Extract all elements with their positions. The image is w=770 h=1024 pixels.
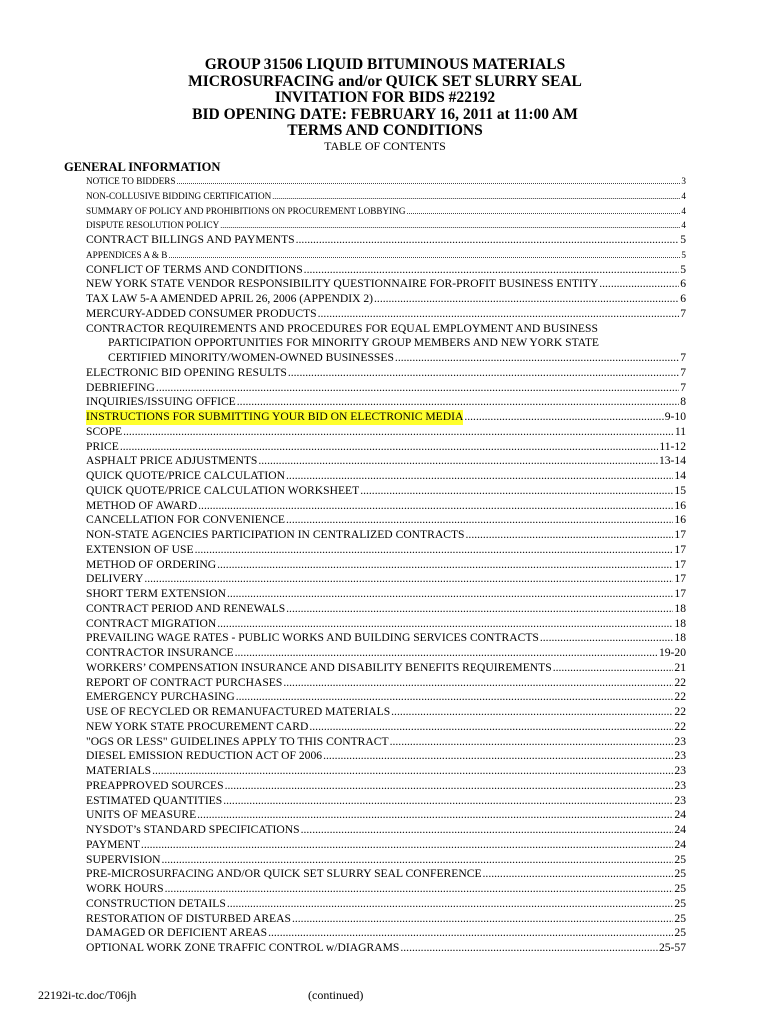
toc-entry-title: SUMMARY OF POLICY AND PROHIBITIONS ON PROCUREMENT LOBBYING — [86, 205, 406, 216]
toc-entry-page: 25 — [674, 896, 686, 910]
toc-leader — [304, 263, 680, 278]
toc-entry-title: REPORT OF CONTRACT PURCHASES — [86, 675, 283, 689]
toc-leader — [286, 602, 673, 617]
toc-entry-title: NYSDOT’s STANDARD SPECIFICATIONS — [86, 823, 300, 836]
toc-entry-title: ELECTRONIC BID OPENING RESULTS — [86, 365, 287, 379]
document-title — [0, 57, 770, 140]
toc-entry-page: 25 — [674, 911, 686, 925]
toc-entry[interactable] — [86, 897, 686, 912]
toc-entry[interactable] — [86, 764, 686, 779]
toc-entry-page: 22 — [674, 705, 686, 718]
toc-entry[interactable] — [86, 484, 686, 499]
toc-entry-title: SHORT TERM EXTENSION — [86, 587, 226, 600]
toc-entry[interactable] — [86, 735, 686, 750]
toc-leader — [197, 808, 673, 823]
toc-leader — [198, 499, 673, 514]
toc-entry-page: 22 — [674, 690, 686, 704]
toc-entry[interactable] — [86, 543, 686, 558]
toc-entry-page: 16 — [674, 498, 686, 512]
toc-entry[interactable] — [86, 779, 686, 794]
toc-entry[interactable] — [86, 838, 686, 853]
toc-leader — [374, 292, 679, 307]
toc-entry[interactable] — [86, 248, 686, 263]
toc-leader — [123, 425, 674, 440]
toc-entry-title: WORKERS’ COMPENSATION INSURANCE AND DISABILITY BENEFITS REQUIREMENTS — [86, 660, 552, 674]
toc-leader — [237, 395, 679, 410]
toc-entry-title: DELIVERY — [86, 572, 144, 586]
toc-entry-page: 17 — [674, 587, 686, 600]
title-line-4: BID OPENING DATE: FEBRUARY 16, 2011 at 11:00 AM — [192, 105, 578, 123]
toc-entry-title: NEW YORK STATE VENDOR RESPONSIBILITY QUESTIONNAIRE FOR-PROFIT BUSINESS ENTITY — [86, 277, 599, 291]
toc-entry[interactable] — [86, 307, 686, 322]
toc-entry[interactable] — [86, 602, 686, 617]
toc-entry-page: 25 — [674, 926, 686, 940]
toc-entry-page: 19-20 — [658, 646, 686, 659]
toc-entry[interactable] — [86, 381, 686, 396]
toc-entry[interactable] — [86, 926, 686, 941]
toc-entry[interactable] — [86, 631, 686, 646]
toc-entry-title: PREVAILING WAGE RATES - PUBLIC WORKS AND BUILDING SERVICES CONTRACTS — [86, 631, 539, 645]
toc-entry-page: 7 — [680, 306, 686, 320]
toc-leader — [292, 912, 673, 927]
toc-entry[interactable] — [86, 440, 686, 455]
toc-entry[interactable] — [86, 410, 686, 425]
toc-entry[interactable] — [86, 558, 686, 573]
toc-leader — [120, 440, 659, 455]
toc-entry-page: 3 — [681, 176, 686, 186]
toc-entry[interactable] — [86, 277, 686, 292]
toc-entry[interactable] — [86, 189, 686, 204]
title-line-3: INVITATION FOR BIDS #22192 — [274, 89, 496, 106]
toc-entry-page: 21 — [674, 660, 686, 674]
toc-leader — [272, 189, 680, 204]
toc-leader — [217, 558, 673, 573]
toc-leader — [223, 794, 673, 809]
toc-entry[interactable] — [86, 912, 686, 927]
toc-entry[interactable] — [86, 499, 686, 514]
toc-leader — [225, 779, 674, 794]
toc-entry[interactable] — [86, 528, 686, 543]
toc-entry-page: 13-14 — [658, 454, 686, 468]
toc-leader — [390, 735, 674, 750]
toc-entry-title: CONTRACTOR INSURANCE — [86, 646, 234, 659]
title-line-1: GROUP 31506 LIQUID BITUMINOUS MATERIALS — [204, 56, 566, 73]
toc-entry-page: 5 — [680, 262, 686, 276]
toc-entry-title: DISPUTE RESOLUTION POLICY — [86, 220, 220, 231]
toc-leader — [553, 661, 674, 676]
toc-entry[interactable] — [86, 425, 686, 440]
toc-entry-page: 4 — [681, 190, 686, 201]
toc-entry-page: 17 — [674, 572, 686, 586]
toc-entry-title: MATERIALS — [86, 764, 152, 777]
toc-leader — [144, 572, 673, 587]
toc-entry[interactable] — [86, 690, 686, 705]
toc-entry[interactable] — [86, 720, 686, 735]
toc-entry[interactable] — [86, 572, 686, 587]
toc-entry-title: METHOD OF ORDERING — [86, 557, 217, 571]
toc-leader — [540, 631, 674, 646]
title-line-2: MICROSURFACING and/or QUICK SET SLURRY SEAL — [188, 72, 582, 90]
toc-entry[interactable] — [86, 366, 686, 381]
toc-entry-title: EMERGENCY PURCHASING — [86, 690, 235, 704]
toc-leader — [400, 941, 658, 956]
toc-entry-title: CANCELLATION FOR CONVENIENCE — [86, 513, 286, 527]
toc-entry-title: QUICK QUOTE/PRICE CALCULATION WORKSHEET — [86, 483, 360, 497]
toc-leader — [177, 174, 681, 189]
toc-leader — [227, 897, 674, 912]
toc-entry-title: APPENDICES A & B — [86, 249, 168, 260]
toc-entry-page: 16 — [674, 513, 686, 527]
toc-leader — [195, 543, 674, 558]
toc-entry-title: CONTRACT BILLINGS AND PAYMENTS — [86, 233, 295, 246]
toc-leader — [161, 853, 673, 868]
toc-entry-page: 23 — [674, 778, 686, 792]
toc-entry[interactable] — [86, 218, 686, 233]
toc-leader — [141, 838, 673, 853]
toc-leader — [268, 926, 673, 941]
toc-entry-page: 17 — [674, 528, 686, 541]
toc-entry-title: QUICK QUOTE/PRICE CALCULATION — [86, 469, 286, 482]
toc-entry-page: 25 — [674, 882, 686, 895]
toc-entry[interactable] — [86, 705, 686, 720]
toc-entry-title: CONTRACT PERIOD AND RENEWALS — [86, 601, 286, 615]
toc-entry-page: 24 — [674, 808, 686, 822]
toc-entry[interactable] — [86, 794, 686, 809]
toc-entry-title: WORK HOURS — [86, 882, 164, 895]
toc-entry[interactable] — [86, 882, 686, 897]
toc-entry-page: 14 — [674, 469, 686, 482]
toc-entry[interactable] — [86, 395, 686, 410]
toc-entry-title: TAX LAW 5-A AMENDED APRIL 26, 2006 (APPENDIX 2) — [86, 292, 374, 305]
toc-entry-page: 4 — [681, 205, 686, 216]
footer-continued: (continued) — [308, 988, 364, 1002]
toc-entry[interactable] — [86, 676, 686, 691]
table-of-contents — [86, 174, 686, 956]
toc-entry-page: 9-10 — [664, 410, 686, 423]
toc-entry-page: 23 — [674, 734, 686, 748]
toc-entry-page: 6 — [680, 277, 686, 291]
toc-entry-line: CONTRACTOR REQUIREMENTS AND PROCEDURES FOR EQUAL EMPLOYMENT AND BUSINESS — [86, 321, 598, 335]
toc-leader — [286, 513, 673, 528]
toc-leader — [227, 587, 673, 602]
toc-entry-page: 11-12 — [659, 439, 686, 453]
toc-entry-title: INSTRUCTIONS FOR SUBMITTING YOUR BID ON ELECTRONIC MEDIA — [86, 410, 464, 423]
toc-entry-title: UNITS OF MEASURE — [86, 808, 197, 822]
toc-entry-title: OPTIONAL WORK ZONE TRAFFIC CONTROL w/DIAGRAMS — [86, 941, 400, 954]
toc-entry-page: 5 — [681, 249, 686, 260]
toc-entry-page: 18 — [674, 631, 686, 645]
toc-entry-title: EXTENSION OF USE — [86, 542, 194, 556]
toc-leader — [156, 381, 679, 396]
toc-entry-page: 25-57 — [658, 941, 686, 954]
toc-entry-title: SUPERVISION — [86, 852, 161, 866]
toc-entry-title: CONFLICT OF TERMS AND CONDITIONS — [86, 262, 303, 276]
toc-entry[interactable] — [86, 513, 686, 528]
toc-leader — [168, 248, 680, 263]
toc-entry[interactable] — [86, 292, 686, 307]
toc-entry-page: 18 — [674, 601, 686, 615]
toc-entry-title: "OGS OR LESS" GUIDELINES APPLY TO THIS CONTRACT — [86, 734, 389, 748]
toc-entry-page: 22 — [674, 719, 686, 733]
toc-entry-page: 8 — [680, 395, 686, 409]
toc-entry-title: CONTRACT MIGRATION — [86, 616, 217, 630]
toc-entry-title: NOTICE TO BIDDERS — [86, 176, 176, 186]
toc-entry-page: 18 — [674, 616, 686, 630]
toc-entry-title: MERCURY-ADDED CONSUMER PRODUCTS — [86, 306, 317, 320]
toc-entry-title: ESTIMATED QUANTITIES — [86, 793, 223, 807]
toc-entry-title: CERTIFIED MINORITY/WOMEN-OWNED BUSINESSES — [108, 351, 394, 364]
toc-entry-page: 17 — [674, 542, 686, 556]
toc-entry[interactable] — [86, 233, 686, 248]
toc-leader — [309, 720, 673, 735]
toc-leader — [464, 410, 663, 425]
toc-entry-line: PARTICIPATION OPPORTUNITIES FOR MINORITY GROUP MEMBERS AND NEW YORK STATE — [108, 336, 599, 350]
toc-leader — [296, 233, 680, 248]
toc-entry-page: 7 — [680, 380, 686, 394]
toc-entry-title: PRE-MICROSURFACING AND/OR QUICK SET SLURRY SEAL CONFERENCE — [86, 867, 482, 881]
toc-entry[interactable] — [86, 749, 686, 764]
toc-entry-title: METHOD OF AWARD — [86, 498, 198, 512]
toc-entry-page: 24 — [674, 823, 686, 836]
toc-entry-page: 22 — [674, 675, 686, 689]
toc-leader — [286, 469, 673, 484]
toc-leader — [220, 218, 680, 233]
toc-entry-page: 5 — [680, 233, 686, 246]
toc-entry-title: PAYMENT — [86, 837, 140, 851]
toc-entry-title: NON-STATE AGENCIES PARTICIPATION IN CENTRALIZED CONTRACTS — [86, 528, 465, 541]
toc-entry-page: 25 — [674, 852, 686, 866]
toc-leader — [236, 690, 674, 705]
toc-entry-title: USE OF RECYCLED OR REMANUFACTURED MATERIALS — [86, 705, 391, 718]
toc-leader — [301, 823, 674, 838]
toc-entry[interactable] — [86, 941, 686, 956]
toc-entry-page: 17 — [674, 557, 686, 571]
toc-entry-title: PRICE — [86, 439, 119, 453]
toc-leader — [318, 307, 680, 322]
toc-entry[interactable] — [86, 469, 686, 484]
toc-leader — [323, 749, 673, 764]
toc-entry-title: INQUIRIES/ISSUING OFFICE — [86, 395, 236, 409]
toc-entry-title: ASPHALT PRICE ADJUSTMENTS — [86, 454, 258, 468]
toc-entry[interactable] — [86, 867, 686, 882]
toc-leader — [360, 484, 673, 499]
toc-entry[interactable] — [86, 646, 686, 661]
toc-entry-page: 23 — [674, 764, 686, 777]
toc-entry[interactable] — [86, 661, 686, 676]
toc-leader — [217, 617, 673, 632]
toc-entry[interactable] — [86, 263, 686, 278]
toc-entry-page: 6 — [680, 292, 686, 305]
toc-leader — [395, 351, 679, 366]
toc-entry-page: 15 — [674, 483, 686, 497]
toc-entry[interactable] — [86, 617, 686, 632]
toc-entry[interactable] — [86, 204, 686, 219]
toc-entry-last-line — [86, 351, 686, 366]
toc-entry-title: NEW YORK STATE PROCUREMENT CARD — [86, 719, 309, 733]
toc-leader — [258, 454, 658, 469]
toc-leader — [235, 646, 658, 661]
section-heading: GENERAL INFORMATION — [64, 160, 221, 174]
toc-entry-title: CONSTRUCTION DETAILS — [86, 896, 226, 910]
toc-entry-page: 24 — [674, 837, 686, 851]
toc-leader — [283, 676, 673, 691]
toc-entry-page: 23 — [674, 793, 686, 807]
toc-entry-title: DIESEL EMISSION REDUCTION ACT OF 2006 — [86, 749, 323, 763]
toc-heading: TABLE OF CONTENTS — [324, 139, 446, 153]
toc-entry-title: RESTORATION OF DISTURBED AREAS — [86, 911, 291, 925]
toc-entry[interactable] — [86, 174, 686, 189]
toc-leader — [152, 764, 673, 779]
toc-leader — [483, 867, 674, 882]
toc-entry-title: DAMAGED OR DEFICIENT AREAS — [86, 926, 268, 940]
toc-leader — [165, 882, 674, 897]
toc-entry-title: SCOPE — [86, 424, 123, 438]
toc-entry[interactable] — [86, 587, 686, 602]
toc-leader — [466, 528, 674, 543]
toc-entry[interactable] — [86, 853, 686, 868]
toc-leader — [406, 204, 680, 219]
toc-entry[interactable] — [86, 808, 686, 823]
toc-leader — [391, 705, 673, 720]
toc-leader — [288, 366, 679, 381]
title-line-5: TERMS AND CONDITIONS — [287, 122, 483, 139]
toc-entry-page: 23 — [674, 749, 686, 763]
toc-entry[interactable] — [86, 454, 686, 469]
toc-leader — [599, 277, 679, 292]
toc-entry-page: 7 — [680, 351, 686, 364]
toc-entry-page: 7 — [680, 365, 686, 379]
toc-entry-page: 4 — [681, 220, 686, 231]
toc-entry-title: NON-COLLUSIVE BIDDING CERTIFICATION — [86, 190, 272, 201]
toc-entry-page: 25 — [674, 867, 686, 881]
toc-entry-title: DEBRIEFING — [86, 380, 155, 394]
toc-entry-title: PREAPPROVED SOURCES — [86, 778, 224, 792]
toc-entry[interactable] — [86, 322, 686, 366]
toc-entry-page: 11 — [674, 424, 686, 438]
footer-doc-id: 22192i-tc.doc/T06jh — [38, 988, 137, 1002]
toc-entry[interactable] — [86, 823, 686, 838]
